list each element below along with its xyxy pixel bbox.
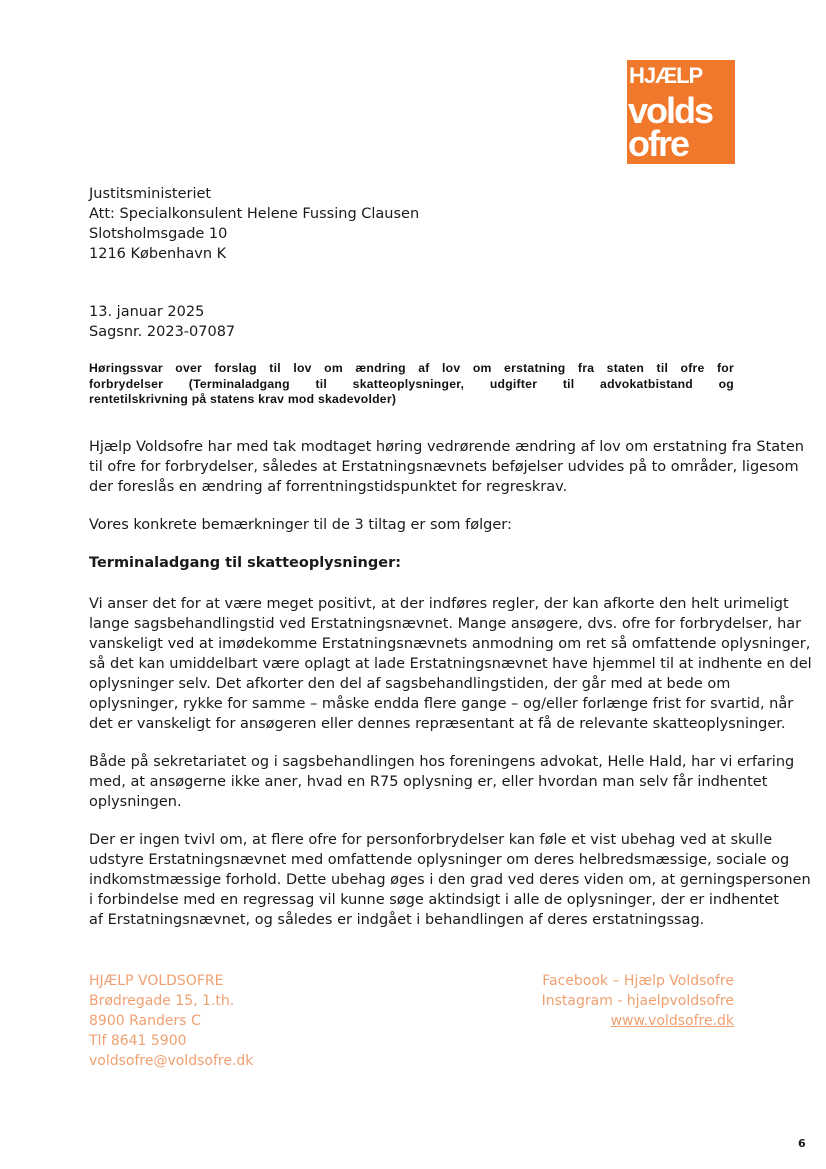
- footer-street: Brødregade 15, 1.th.: [89, 993, 235, 1009]
- paragraph-line: udstyre Erstatningsnævnet med omfattende oplysninger om deres helbredsmæssige, sociale og: [89, 852, 790, 868]
- subject-line: Høringssvar over forslag til lov om ændring af lov om erstatning fra staten til ofre for: [89, 361, 734, 375]
- paragraph-line: det er vanskeligt for ansøgeren eller dennes repræsentant at få de relevante skatteoplysninger.: [89, 716, 786, 732]
- hjaelp-voldsofre-logo: [627, 60, 735, 164]
- paragraph-line: med, at ansøgerne ikke aner, hvad en R75 oplysning er, eller hvordan man selv får indhentet: [89, 774, 768, 790]
- subject-line: forbrydelser (Terminaladgang til skatteoplysninger, udgifter til advokatbistand og: [89, 376, 734, 391]
- letter-subject: [89, 361, 734, 408]
- logo-line-2: volds: [628, 90, 713, 131]
- paragraph-line: Vores konkrete bemærkninger til de 3 tiltag er som følger:: [89, 517, 512, 533]
- remarks-paragraph: [89, 515, 749, 535]
- footer-phone: Tlf 8641 5900: [89, 1033, 187, 1049]
- recipient-attention: Att: Specialkonsulent Helene Fussing Clausen: [89, 206, 420, 222]
- logo-line-3: ofre: [628, 123, 689, 164]
- paragraph-2: [89, 752, 795, 812]
- footer-org-name: HJÆLP VOLDSOFRE: [89, 973, 224, 989]
- footer-email[interactable]: voldsofre@voldsofre.dk: [89, 1053, 254, 1069]
- paragraph-line: indkomstmæssige forhold. Dette ubehag øges i den grad ved deres viden om, at gerningspersonen: [89, 872, 811, 888]
- recipient-name: Justitsministeriet: [89, 186, 212, 202]
- paragraph-line: til ofre for forbrydelser, således at Erstatningsnævnets beføjelser udvides på to områder, ligesom: [89, 459, 799, 475]
- paragraph-line: så det kan umiddelbart være oplagt at lade Erstatningsnævnet have hjemmel til at indhente en del: [89, 656, 812, 672]
- subject-line: rentetilskrivning på statens krav mod skadevolder): [89, 392, 397, 406]
- recipient-street: Slotsholmsgade 10: [89, 226, 228, 242]
- footer-social: [542, 971, 734, 1031]
- paragraph-line: vanskeligt ved at imødekomme Erstatningsnævnets anmodning om ret så omfattende oplysninger,: [89, 636, 811, 652]
- paragraph-line: af Erstatningsnævnet, og således er indgået i behandlingen af deres erstatningssag.: [89, 912, 705, 928]
- paragraph-line: Vi anser det for at være meget positivt, at der indføres regler, der kan afkorte den helt urimeligt: [89, 596, 789, 612]
- logo-line-1: HJÆLP: [629, 63, 703, 88]
- paragraph-line: oplysningen.: [89, 794, 182, 810]
- paragraph-line: oplysninger selv. Det afkorter den del af sagsbehandlingstiden, der går med at bede om: [89, 676, 731, 692]
- paragraph-line: Hjælp Voldsofre har med tak modtaget høring vedrørende ændring af lov om erstatning fra Staten: [89, 439, 804, 455]
- footer-website-link[interactable]: www.voldsofre.dk: [610, 1013, 734, 1029]
- paragraph-line: Der er ingen tvivl om, at flere ofre for personforbrydelser kan føle et vist ubehag ved at skulle: [89, 832, 773, 848]
- letter-date: 13. januar 2025: [89, 304, 205, 320]
- paragraph-3: [89, 830, 811, 930]
- paragraph-1: [89, 594, 812, 734]
- footer-instagram: Instagram - hjaelpvoldsofre: [541, 993, 734, 1009]
- page-number: 6: [798, 1137, 806, 1150]
- paragraph-line: Både på sekretariatet og i sagsbehandlingen hos foreningens advokat, Helle Hald, har vi erfaring: [89, 754, 795, 770]
- paragraph-line: der foreslås en ændring af forrentningstidspunktet for regreskrav.: [89, 479, 568, 495]
- paragraph-line: oplysninger, rykke for samme – måske endda flere gange – og/eller forlænge frist for svartid, når: [89, 696, 794, 712]
- paragraph-line: i forbindelse med en regressag vil kunne søge aktindsigt i alle de oplysninger, der er indhentet: [89, 892, 779, 908]
- footer-city: 8900 Randers C: [89, 1013, 201, 1029]
- recipient-city: 1216 København K: [89, 246, 227, 262]
- case-number: Sagsnr. 2023-07087: [89, 324, 236, 340]
- section-heading: Terminaladgang til skatteoplysninger:: [89, 555, 402, 571]
- footer-facebook: Facebook – Hjælp Voldsofre: [542, 973, 734, 989]
- intro-paragraph: [89, 437, 804, 497]
- paragraph-line: lange sagsbehandlingstid ved Erstatningsnævnet. Mange ansøgere, dvs. ofre for forbrydelser, har: [89, 616, 802, 632]
- footer-address: [89, 971, 253, 1071]
